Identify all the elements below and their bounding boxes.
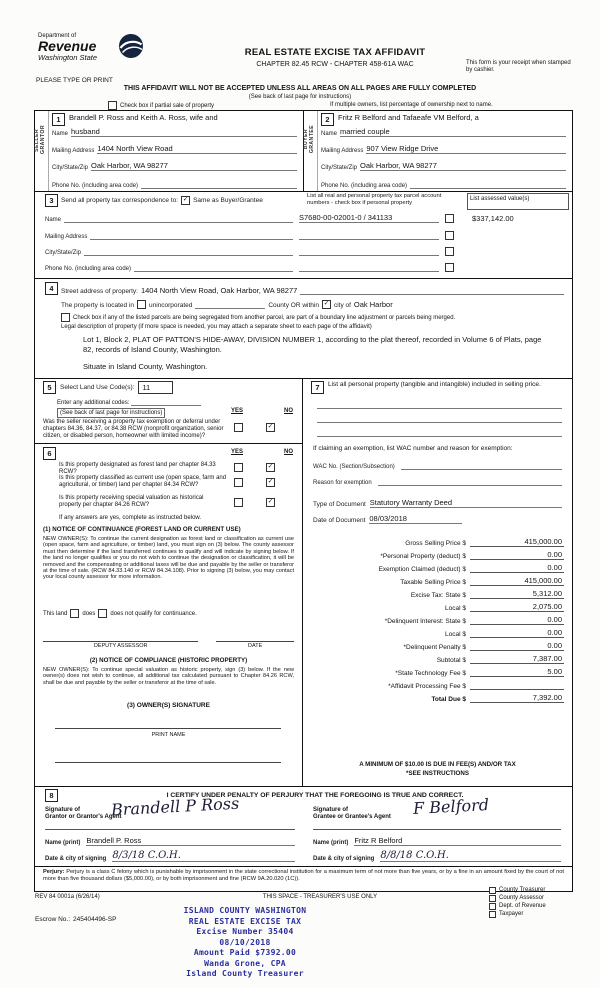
street-address-row [45, 282, 564, 295]
unincorporated-checkbox[interactable] [137, 300, 146, 309]
exemption-yes-checkbox[interactable] [234, 423, 243, 432]
wac-number-value[interactable] [401, 460, 562, 470]
money-row-state-excise [311, 586, 564, 599]
street-address-blank[interactable] [300, 285, 564, 295]
situate-text: Situate in Island County, Washington. [83, 362, 208, 371]
no-header-6: NO [284, 449, 293, 455]
delinquent-interest-state-value[interactable]: 0.00 [470, 615, 564, 625]
affidavit-form-body [34, 110, 573, 892]
rev-number: REV 84 0001a (6/26/14) [35, 894, 100, 900]
parcel-numbers-header: List all real and personal property tax parcel account numbers - check box if personal property [307, 193, 442, 206]
perjury-notice [35, 866, 572, 885]
owners-signature-line-2[interactable] [55, 762, 281, 763]
additional-codes-label: Enter any additional codes: [57, 400, 130, 406]
buyer-name-line1: Fritz R Belford and Tafaeafe VM Belford, a [338, 113, 479, 122]
money-row-penalty [311, 638, 564, 651]
money-row-delinquent-local [311, 625, 564, 638]
money-row-taxable [311, 573, 564, 586]
assessor-date-line[interactable] [216, 628, 294, 642]
dept-revenue-checkbox[interactable] [489, 903, 496, 910]
print-name-label: PRINT NAME [151, 732, 186, 738]
land-qualify-row [43, 609, 197, 618]
personal-property-deduct-value[interactable]: 0.00 [470, 550, 564, 560]
money-row-local-excise [311, 599, 564, 612]
stamp-line-date: 08/10/2018 [219, 937, 271, 947]
exemption-claimed-label: Exemption Claimed (deduct) $ [378, 566, 466, 573]
money-row-total [311, 690, 564, 703]
delinquent-penalty-value[interactable]: 0.00 [470, 641, 564, 651]
notice-continuance-text: NEW OWNER(S): To continue the current designation as forest land or classification as current use (open space, farm and agriculture, or timber) land, you must sign on (3) below. The county assessor must then determine if the land transferred continues to qualify and will indicate by signing below. If the land no longer qualifies or you do not wish to continue the designation or classification, it will be removed and the compensating or additional taxes will be due and payable by the seller or transferor at the time of sale. (RCW 84.33.140 or RCW 84.34.108). Prior to signing (3) below, you may contact your local county assessor for more information. [43, 536, 294, 581]
personal-property-checkbox-2[interactable] [445, 231, 454, 240]
deputy-assessor-signature-line[interactable] [43, 628, 198, 642]
personal-property-deduct-label: *Personal Property (deduct) $ [380, 553, 466, 560]
tax-correspondence-row [45, 194, 263, 207]
buyer-mailing-value[interactable]: 907 View Ridge Drive [366, 144, 566, 154]
seller-phone-value[interactable] [141, 179, 297, 189]
delinquent-interest-state-label: *Delinquent Interest: State $ [384, 618, 466, 625]
left-column [35, 378, 303, 786]
state-technology-fee-value[interactable]: 5.00 [470, 667, 564, 677]
parcel-row-mailing [45, 230, 566, 240]
stamp-line-county: ISLAND COUNTY WASHINGTON [183, 906, 307, 915]
partial-sale-checkbox[interactable] [108, 101, 117, 110]
buyer-name-row [321, 113, 566, 125]
forest-yes-checkbox[interactable] [234, 463, 243, 472]
land-does-checkbox[interactable] [70, 609, 79, 618]
taxable-selling-price-value[interactable]: 415,000.00 [470, 576, 564, 586]
money-row-gross [311, 534, 564, 547]
seller-side-label-top: SELLER [34, 129, 40, 152]
see-back-note: (See back of last page for instructions) [57, 408, 165, 418]
buyer-section [303, 111, 572, 191]
buyer-mailing-row [321, 137, 566, 154]
gross-selling-price-value[interactable]: 415,000.00 [470, 537, 564, 547]
seller-mailing-label: Mailing Address [52, 148, 95, 154]
yes-header: YES [231, 408, 244, 414]
acceptance-warning: THIS AFFIDAVIT WILL NOT BE ACCEPTED UNLESS ALL AREAS ON ALL PAGES ARE FULLY COMPLETED [123, 85, 477, 92]
forest-land-question: Is this property designated as forest land per chapter 84.33 RCW? [59, 462, 216, 475]
grantee-name-print[interactable]: Fritz R Belford [354, 836, 561, 846]
tax-parcel-section [35, 191, 572, 279]
delinquent-penalty-label: *Delinquent Penalty $ [403, 644, 466, 651]
grantee-date-label: Date & city of signing [313, 856, 375, 862]
buyer-side-label-top: BUYER [303, 129, 309, 150]
notice-continuance-title: (1) NOTICE OF CONTINUANCE (FOREST LAND OR CURRENT USE) [43, 526, 241, 533]
deputy-assessor-row [43, 628, 294, 649]
seller-name-row2 [52, 125, 297, 137]
seller-exemption-question: Was the seller receiving a property tax exemption or deferral under chapters 84.36, 84.37, or 84.38 RCW (nonprofit organization, senior citizen, or disabled person, homeowner with limited income)? [43, 419, 224, 439]
affidavit-processing-fee-value[interactable] [470, 680, 564, 690]
acceptance-warning-sub: (See back of last page for instructions) [248, 94, 352, 100]
money-row-subtotal [311, 651, 564, 664]
yes-no-header-5 [231, 408, 293, 414]
excise-state-value[interactable]: 5,312.00 [470, 589, 564, 599]
certify-statement: I CERTIFY UNDER PENALTY OF PERJURY THAT THE FOREGOING IS TRUE AND CORRECT. [166, 792, 464, 799]
parcel-row-csz [45, 246, 566, 256]
additional-codes-row [57, 397, 201, 406]
seller-side-strip [35, 111, 49, 191]
dept-of-revenue-logo-block [38, 33, 178, 62]
parcel-row-phone [45, 262, 566, 272]
receipt-note: This form is your receipt when stamped by cashier. [466, 60, 571, 73]
copy-dept-revenue: Dept. of Revenue [489, 902, 546, 910]
historic-property-question: Is this property receiving special valuation as historical property per chapter 84.26 RCW? [59, 495, 204, 508]
grantor-signature-block [45, 793, 295, 862]
section-number-2: 2 [321, 113, 334, 126]
seller-section [35, 111, 303, 191]
revenue-swirl-icon [118, 33, 144, 59]
money-row-processing-fee [311, 677, 564, 690]
legal-description-label: Legal description of property (if more space is needed, you may attach a separate sheet to each page of the affidavit) [61, 324, 372, 330]
copy-county-treasurer: County Treasurer [489, 886, 546, 894]
tax-correspondence-label: Send all property tax correspondence to: [61, 197, 179, 204]
section5-6-divider [35, 443, 302, 444]
money-row-exemption [311, 560, 564, 573]
seller-name-line1: Brandell P. Ross and Keith A. Ross, wife and [69, 113, 218, 122]
dept-of-label: Department of [38, 33, 77, 39]
stamp-line-excise-number: Excise Number 35404 [196, 927, 294, 936]
city-value[interactable]: Oak Harbor [353, 300, 393, 309]
seller-phone-label: Phone No. (including area code) [52, 183, 139, 189]
document-type-label: Type of Document [313, 501, 366, 508]
partial-sale-row [108, 101, 214, 110]
seller-side-label-bottom: GRANTOR [40, 125, 46, 154]
copy-distribution-list [489, 886, 546, 918]
section-number-6: 6 [43, 447, 56, 460]
subtotal-value[interactable]: 7,387.00 [470, 654, 564, 664]
this-land-label: This land [43, 610, 68, 617]
partial-sale-label: Check box if partial sale of property [120, 102, 215, 109]
parcel-number-blank-2[interactable] [299, 230, 439, 240]
land-use-code-label: Select Land Use Code(s): [60, 384, 135, 391]
grantor-signing-date[interactable]: 8/3/18 C.O.H. [112, 850, 295, 862]
reason-exemption-label: Reason for exemption [313, 480, 372, 486]
grantee-date-row [313, 846, 561, 862]
unincorporated-label: unincorporated [148, 302, 193, 309]
taxable-selling-price-label: Taxable Selling Price $ [400, 579, 466, 586]
parcel-mailing-blank[interactable] [90, 230, 293, 240]
treasurer-use-label: THIS SPACE - TREASURER'S USE ONLY [262, 894, 378, 900]
stamp-line-treasurer-title: Island County Treasurer [186, 969, 304, 978]
multiple-owners-note: If multiple owners, list percentage of ownership next to name. [330, 102, 493, 108]
street-address-label: Street address of property: [61, 288, 138, 295]
escrow-value: 245404496-SP [73, 916, 117, 923]
perjury-label: Perjury: [43, 869, 65, 875]
segregated-row [61, 313, 455, 322]
grantor-name-print[interactable]: Brandell P. Ross [86, 836, 295, 846]
land-use-row [43, 381, 173, 394]
county-blank[interactable] [195, 300, 265, 309]
money-row-tech-fee [311, 664, 564, 677]
reason-exemption-value[interactable] [378, 476, 562, 486]
same-as-buyer-label: Same as Buyer/Grantee [193, 197, 263, 204]
seller-mailing-value[interactable]: 1404 North View Road [97, 144, 297, 154]
excise-tax-calculation [311, 534, 564, 703]
personal-property-list-label: List all personal property (tangible and intangible) included in selling price. [328, 381, 541, 388]
exemption-claimed-value[interactable]: 0.00 [470, 563, 564, 573]
revenue-wordmark: Revenue [38, 38, 97, 54]
assessed-value: $337,142.00 [472, 214, 514, 223]
affidavit-processing-fee-label: *Affidavit Processing Fee $ [388, 683, 466, 690]
see-instructions-note: *SEE INSTRUCTIONS [406, 770, 469, 777]
stamp-line-reet: REAL ESTATE EXCISE TAX [188, 916, 302, 926]
delinquent-interest-local-value[interactable]: 0.00 [470, 628, 564, 638]
personal-property-checkbox-4[interactable] [445, 263, 454, 272]
parcel-name-label: Name [45, 217, 62, 223]
money-row-delinquent-state [311, 612, 564, 625]
notice-compliance-text: NEW OWNER(S): To continue special valuation as historic property, sign (3) below. If the new owner(s) does not wish to continue, all additional tax calculated pursuant to Chapter 84.26 RCW, shall be due and payable by the seller or transferor at the time of sale. [43, 667, 294, 686]
seller-csz-value[interactable]: Oak Harbor, WA 98277 [91, 161, 297, 171]
yes-header-6: YES [231, 449, 244, 455]
street-address-value[interactable]: 1404 North View Road, Oak Harbor, WA 98277 [140, 286, 298, 295]
document-date-value[interactable]: 08/03/2018 [369, 514, 462, 524]
subtotal-label: Subtotal $ [436, 657, 466, 664]
legal-description-text[interactable]: Lot 1, Block 2, PLAT OF PATTON'S HIDE-AWAY, DIVISION NUMBER 1, according to the plat thereof, recorded in Volume 6 of Plats, page 82, records of Island County, Washington. [83, 335, 542, 354]
seller-name-row [52, 113, 297, 125]
county-assessor-checkbox[interactable] [489, 895, 496, 902]
personal-property-checkbox-3[interactable] [445, 247, 454, 256]
assessor-date-field [216, 628, 294, 649]
document-type-row [313, 498, 562, 508]
form-title: REAL ESTATE EXCISE TAX AFFIDAVIT [244, 47, 426, 58]
section-number-4: 4 [45, 282, 58, 295]
personal-property-row [311, 381, 564, 394]
seller-csz-label: City/State/Zip [52, 165, 89, 171]
document-type-value[interactable]: Statutory Warranty Deed [370, 498, 562, 508]
chapter-line: CHAPTER 82.45 RCW - CHAPTER 458-61A WAC [256, 61, 414, 68]
notice-compliance-title: (2) NOTICE OF COMPLIANCE (HISTORIC PROPERTY) [89, 657, 248, 664]
parcel-csz-label: City/State/Zip [45, 250, 82, 256]
assessed-value-header: List assessed value(s) [467, 193, 569, 210]
section-number-8: 8 [45, 789, 58, 802]
if-any-yes-note: If any answers are yes, complete as instructed below. [59, 515, 202, 521]
located-in-label: The property is located in [61, 302, 134, 309]
personal-property-blank-2[interactable] [317, 422, 562, 423]
city-checkbox[interactable]: ✓ [323, 300, 330, 307]
taxpayer-checkbox[interactable] [489, 911, 496, 918]
deputy-assessor-label: DEPUTY ASSESSOR [93, 643, 148, 649]
segregated-label: Check box if any of the listed parcels are being segregated from another parcel, are part of a boundary line adjustment or parcels being merged. [73, 314, 456, 321]
seller-csz-row [52, 154, 297, 171]
personal-property-blank-1[interactable] [317, 408, 562, 409]
excise-state-label: Excise Tax: State $ [410, 592, 466, 599]
county-treasurer-checkbox[interactable] [489, 887, 496, 894]
buyer-phone-value[interactable] [410, 179, 566, 189]
buyer-side-label-bottom: GRANTEE [309, 125, 315, 154]
grantee-name-print-label: Name (print) [313, 840, 349, 846]
grantor-name-print-label: Name (print) [45, 840, 81, 846]
reason-exemption-row [313, 476, 562, 486]
current-use-no-checkbox[interactable]: ✓ [267, 478, 274, 485]
grantee-name-row [313, 830, 561, 846]
yes-no-header-6 [231, 449, 293, 455]
document-date-label: Date of Document [313, 517, 366, 524]
additional-codes-blank[interactable] [131, 397, 201, 406]
treasurer-stamp [100, 906, 390, 980]
parcel-phone-blank[interactable] [134, 262, 293, 272]
parcel-name-blank[interactable] [64, 213, 293, 223]
grantor-date-row [45, 846, 295, 862]
wac-number-row [313, 460, 562, 470]
personal-property-blank-3[interactable] [317, 436, 562, 437]
deputy-assessor-field [43, 628, 198, 649]
seller-mailing-row [52, 137, 297, 154]
total-due-label: Total Due $ [431, 696, 466, 703]
buyer-name-line2[interactable]: married couple [340, 127, 566, 137]
segregated-checkbox[interactable] [61, 313, 70, 322]
parcel-csz-blank[interactable] [84, 246, 293, 256]
seller-name-label: Name [52, 131, 69, 137]
grantor-name-row [45, 830, 295, 846]
personal-property-checkbox-1[interactable] [445, 214, 454, 223]
minimum-fee-note: A MINIMUM OF $10.00 IS DUE IN FEE(S) AND/OR TAX [359, 761, 516, 768]
buyer-name-label: Name [321, 131, 338, 137]
current-use-question: Is this property classified as current use (open space, farm and agricultural, or timber) land per chapter 84.34 RCW? [59, 475, 227, 488]
buyer-csz-row [321, 154, 566, 171]
stamp-line-treasurer-name: Wanda Grone, CPA [204, 958, 286, 968]
assessor-date-label: DATE [248, 643, 263, 649]
title-block [170, 47, 500, 68]
excise-local-value[interactable]: 2,075.00 [470, 602, 564, 612]
grantee-signature-area[interactable] [313, 795, 561, 830]
stamp-line-amount: Amount Paid $7392.00 [193, 948, 297, 957]
buyer-phone-row [321, 171, 566, 189]
gross-selling-price-label: Gross Selling Price $ [405, 540, 466, 547]
right-column [303, 378, 572, 786]
current-use-yes-checkbox[interactable] [234, 478, 243, 487]
section-number-3: 3 [45, 194, 58, 207]
grantor-date-label: Date & city of signing [45, 856, 107, 862]
document-date-row [313, 514, 462, 524]
parcel-number-blank-4[interactable] [299, 262, 439, 272]
section-number-7: 7 [311, 381, 324, 394]
same-as-buyer-checkbox[interactable]: ✓ [182, 196, 189, 203]
money-row-personal [311, 547, 564, 560]
historic-yes-checkbox[interactable] [234, 498, 243, 507]
buyer-side-strip [304, 111, 318, 191]
buyer-csz-label: City/State/Zip [321, 165, 358, 171]
parcel-phone-label: Phone No. (including area code) [45, 266, 132, 272]
seller-name-line2[interactable]: husband [71, 127, 297, 137]
grantee-signature-label: Signature of Grantee or Grantee's Agent [313, 807, 391, 820]
excise-local-label: Local $ [445, 605, 466, 612]
section-number-1: 1 [52, 113, 65, 126]
grantor-signature: Brandell P Ross [110, 793, 240, 820]
parcel-row-name [45, 213, 566, 223]
city-of-label: city of [333, 302, 351, 309]
parcel-mailing-label: Mailing Address [45, 234, 88, 240]
grantee-signature: F Belford [412, 795, 490, 818]
historic-no-checkbox[interactable]: ✓ [267, 498, 274, 505]
grantor-signature-label: Signature of Grantor or Grantor's Agent [45, 807, 122, 820]
seller-phone-row [52, 171, 297, 189]
grantee-signature-block [313, 795, 561, 862]
grantor-signature-area[interactable] [45, 793, 295, 830]
buyer-name-row2 [321, 125, 566, 137]
no-header: NO [284, 408, 293, 414]
delinquent-interest-local-label: Local $ [445, 631, 466, 638]
owners-signature-title: (3) OWNER(S) SIGNATURE [127, 702, 210, 709]
total-due-value[interactable]: 7,392.00 [470, 693, 564, 703]
does-label: does [82, 610, 96, 617]
copy-county-assessor: County Assessor [489, 894, 546, 902]
forest-no-checkbox[interactable]: ✓ [267, 463, 274, 470]
wac-number-label: WAC No. (Section/Subsection) [313, 464, 395, 470]
section-number-5: 5 [43, 381, 56, 394]
exemption-no-checkbox[interactable]: ✓ [267, 423, 274, 430]
grantee-signing-date[interactable]: 8/8/18 C.O.H. [380, 850, 561, 862]
land-use-code-value[interactable]: 11 [138, 381, 173, 394]
perjury-text: Perjury is a class C felony which is punishable by imprisonment in the state correctional institution for a maximum term of not more than five years, or by a fine in an amount fixed by the court of not more than five thousand dollars ($5,000.00), or by both imprisonment and fine (RCW 9A.20.020 (1C)). [43, 869, 564, 882]
please-type-or-print-note: PLEASE TYPE OR PRINT [36, 77, 113, 84]
state-technology-fee-label: *State Technology Fee $ [395, 670, 466, 677]
parcel-number-blank-3[interactable] [299, 246, 439, 256]
lower-columns [35, 378, 572, 787]
property-location-section [35, 278, 572, 379]
owners-signature-line-1[interactable] [55, 728, 281, 729]
parties-section [35, 111, 572, 192]
land-does-not-checkbox[interactable] [98, 609, 107, 618]
buyer-csz-value[interactable]: Oak Harbor, WA 98277 [360, 161, 566, 171]
parcel-number-value[interactable]: S7680-00-02001-0 / 341133 [299, 213, 439, 223]
signatures-section [35, 786, 572, 867]
escrow-label: Escrow No.: [35, 916, 71, 923]
exemption-claim-note: If claiming an exemption, list WAC number and reason for exemption: [313, 445, 513, 452]
property-located-row [61, 300, 393, 309]
buyer-phone-label: Phone No. (including area code) [321, 183, 408, 189]
does-not-label: does not qualify for continuance. [110, 610, 197, 617]
buyer-mailing-label: Mailing Address [321, 148, 364, 154]
county-or-within-label: County OR within [268, 302, 319, 309]
washington-state-label: Washington State [38, 53, 98, 62]
copy-taxpayer: Taxpayer [489, 910, 546, 918]
